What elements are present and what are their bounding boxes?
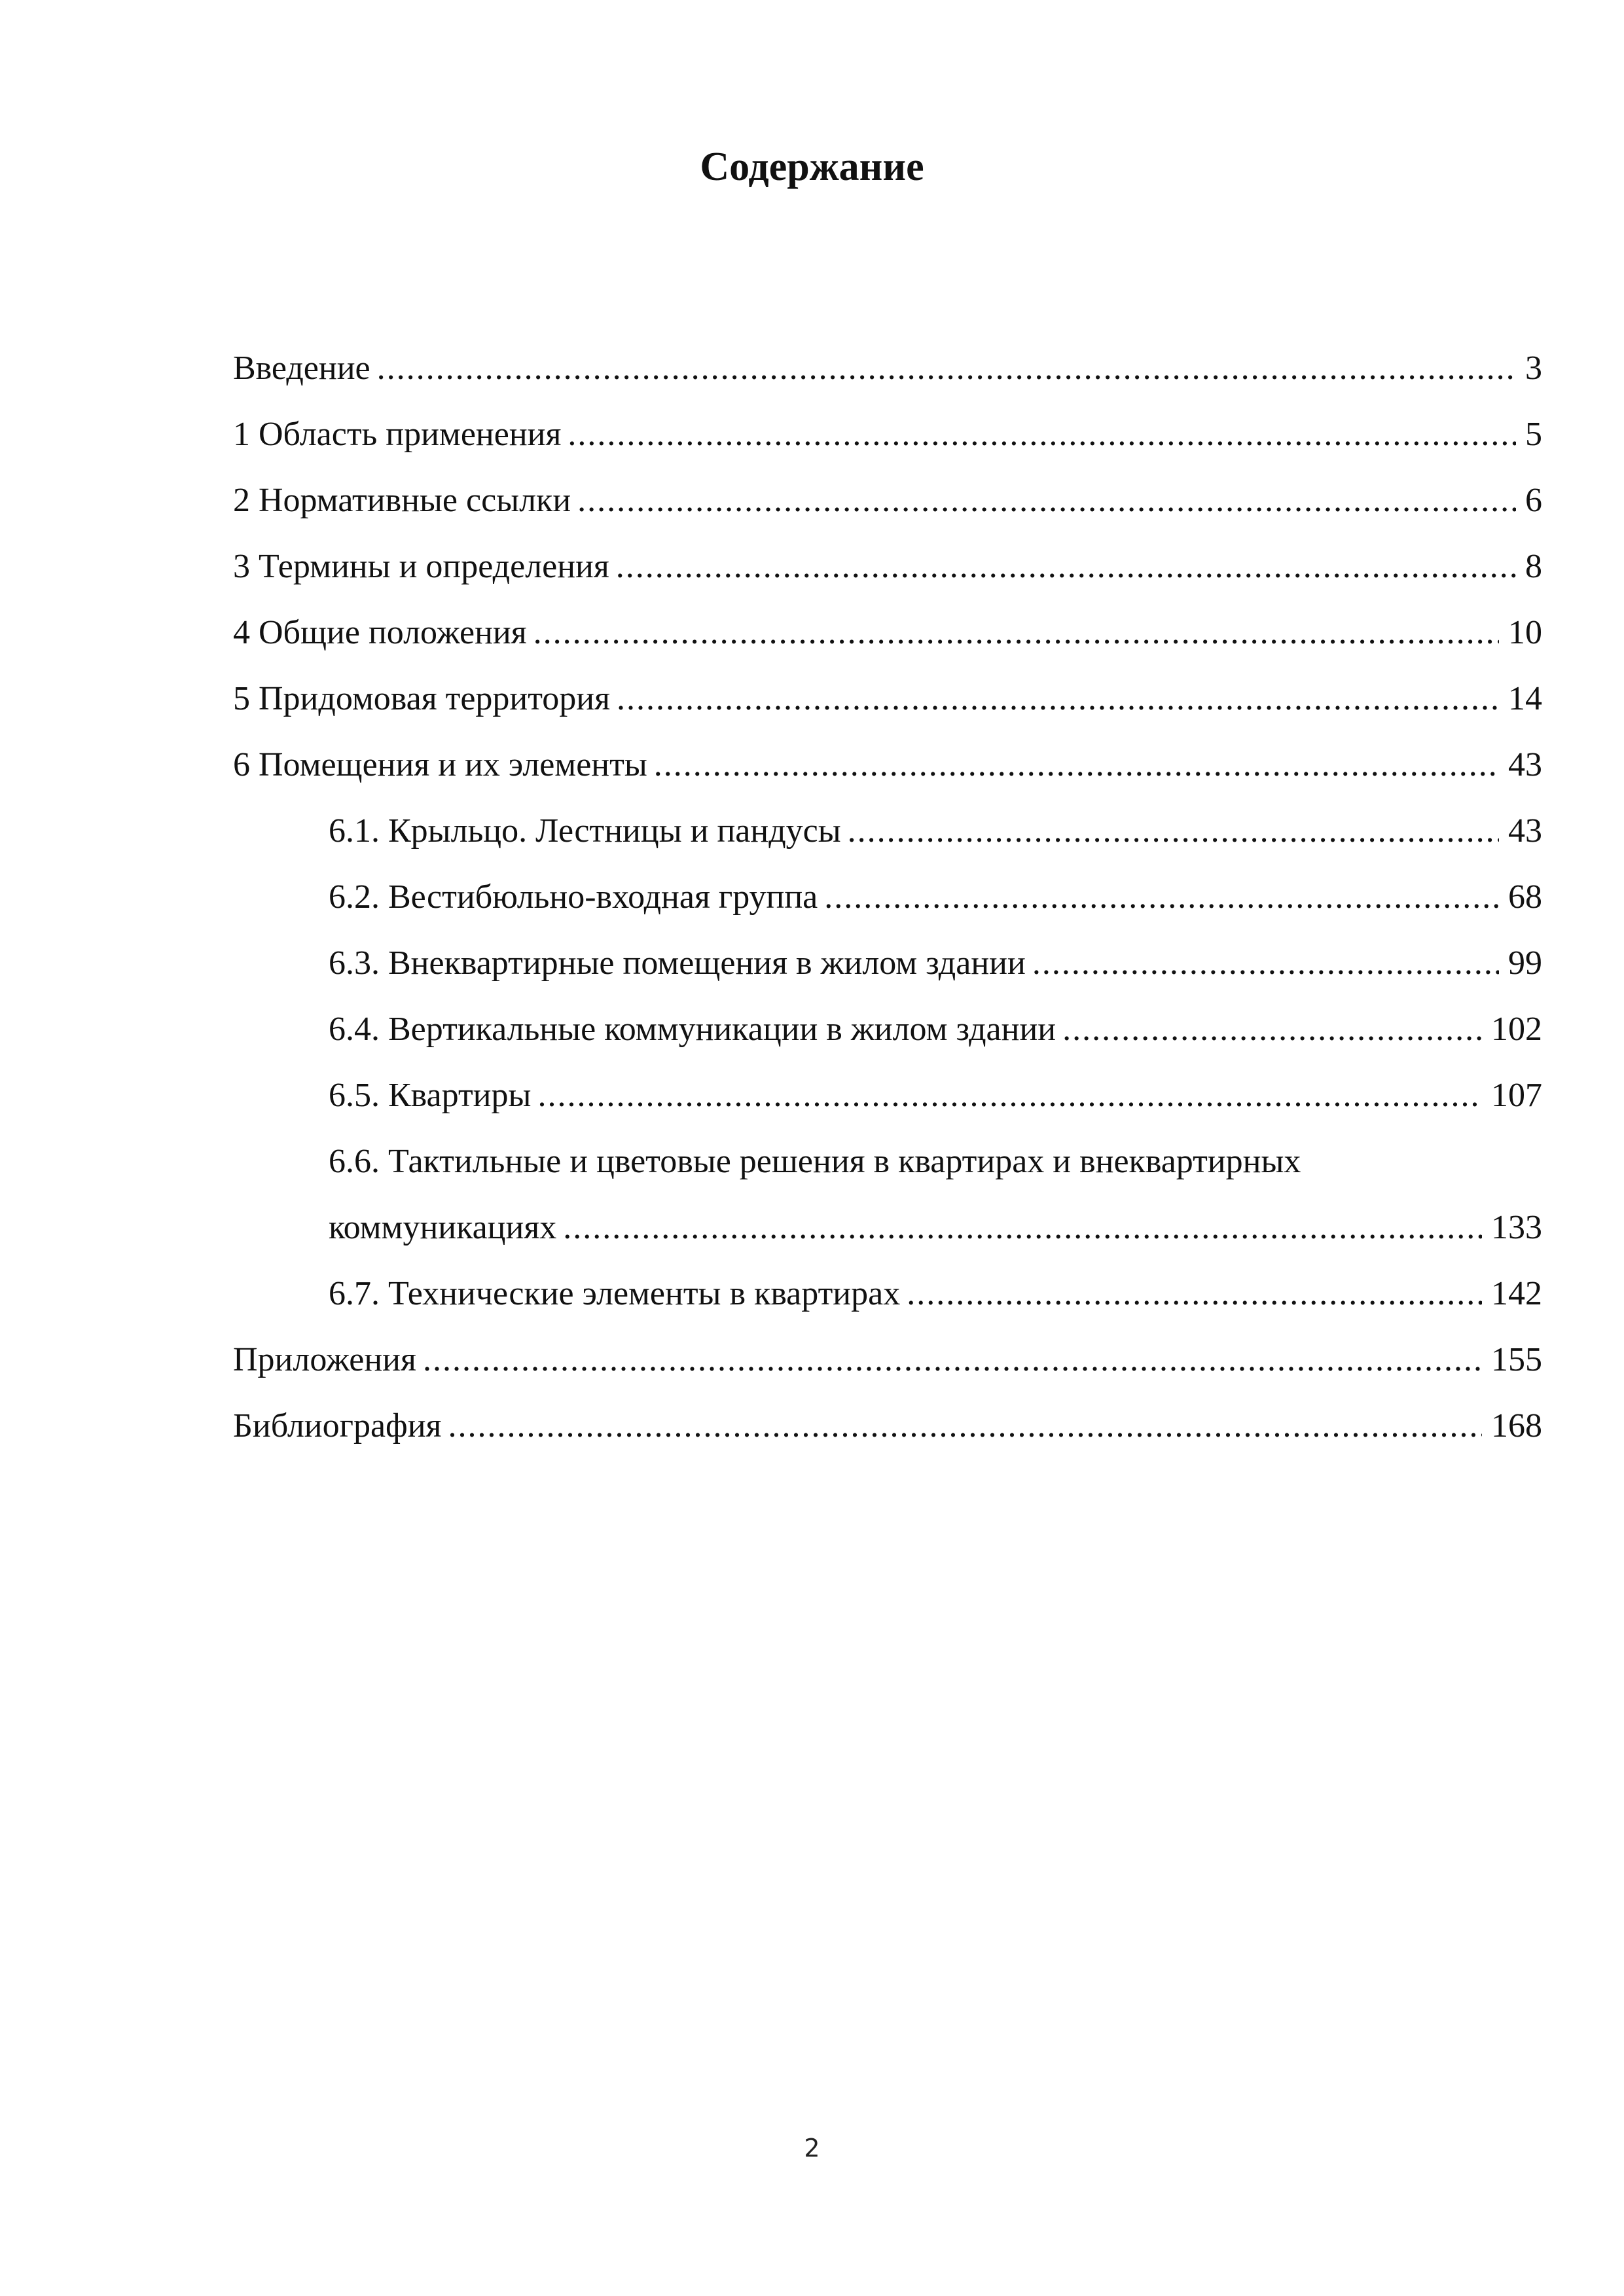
toc-entry-label: 4 Общие положения bbox=[233, 614, 527, 651]
toc-entry-label: 2 Нормативные ссылки bbox=[233, 482, 571, 519]
toc-entry-section-6-2[interactable] bbox=[233, 864, 1542, 930]
toc-entry-page: 43 bbox=[1508, 812, 1542, 850]
toc-entry-label: 6.1. Крыльцо. Лестницы и пандусы bbox=[329, 812, 841, 850]
toc-entry-page: 3 bbox=[1525, 350, 1542, 387]
toc-dot-leader bbox=[617, 666, 1499, 732]
toc-entry-label: 3 Термины и определения bbox=[233, 548, 609, 585]
toc-entry-label: Приложения bbox=[233, 1341, 416, 1378]
toc-entry-page: 142 bbox=[1491, 1275, 1542, 1312]
toc-entry-label-continued: коммуникациях bbox=[329, 1209, 557, 1246]
toc-entry-section-6-7[interactable] bbox=[233, 1261, 1542, 1327]
toc-entry-section-5[interactable] bbox=[233, 666, 1542, 732]
toc-dot-leader bbox=[563, 1194, 1482, 1261]
toc-entry-page: 14 bbox=[1508, 680, 1542, 717]
page-title: Содержание bbox=[700, 145, 924, 189]
toc-dot-leader bbox=[616, 533, 1516, 600]
toc-entry-section-4[interactable] bbox=[233, 600, 1542, 666]
toc-entry-page: 168 bbox=[1491, 1407, 1542, 1444]
toc-entry-section-6-5[interactable] bbox=[233, 1062, 1542, 1128]
toc-entry-section-6-3[interactable] bbox=[233, 930, 1542, 996]
toc-dot-leader bbox=[1062, 996, 1482, 1062]
toc-dot-leader bbox=[848, 798, 1499, 864]
toc-entry-page: 102 bbox=[1491, 1011, 1542, 1048]
toc-dot-leader bbox=[654, 732, 1499, 798]
toc-entry-section-3[interactable] bbox=[233, 533, 1542, 600]
toc-entry-label: Введение bbox=[233, 350, 370, 387]
toc-dot-leader bbox=[824, 864, 1499, 930]
toc-entry-label: 6 Помещения и их элементы bbox=[233, 746, 647, 783]
toc-entry-page: 6 bbox=[1525, 482, 1542, 519]
toc-entry-section-6-4[interactable] bbox=[233, 996, 1542, 1062]
toc-entry-label: Библиография bbox=[233, 1407, 442, 1444]
toc-dot-leader bbox=[423, 1327, 1482, 1393]
toc-dot-leader bbox=[537, 1062, 1482, 1128]
toc-entry-section-6-1[interactable] bbox=[233, 798, 1542, 864]
toc-entry-page: 133 bbox=[1491, 1209, 1542, 1246]
toc-dot-leader bbox=[577, 467, 1516, 533]
toc-dot-leader bbox=[907, 1261, 1482, 1327]
toc-entry-label: 6.2. Вестибюльно-входная группа bbox=[329, 878, 818, 916]
table-of-contents bbox=[233, 335, 1542, 1459]
page-number: 2 bbox=[804, 2134, 820, 2162]
toc-entry-page: 10 bbox=[1508, 614, 1542, 651]
toc-dot-leader bbox=[568, 401, 1516, 467]
toc-entry-page: 5 bbox=[1525, 416, 1542, 453]
toc-entry-section-6-6-line-2[interactable] bbox=[233, 1194, 1542, 1261]
toc-entry-page: 155 bbox=[1491, 1341, 1542, 1378]
toc-entry-introduction[interactable] bbox=[233, 335, 1542, 401]
toc-dot-leader bbox=[377, 335, 1516, 401]
toc-entry-label: 5 Придомовая территория bbox=[233, 680, 611, 717]
toc-dot-leader bbox=[533, 600, 1499, 666]
toc-entry-label: 6.7. Технические элементы в квартирах bbox=[329, 1275, 901, 1312]
toc-entry-label: 6.5. Квартиры bbox=[329, 1077, 532, 1114]
toc-entry-appendices[interactable] bbox=[233, 1327, 1542, 1393]
toc-entry-section-6[interactable] bbox=[233, 732, 1542, 798]
toc-entry-page: 43 bbox=[1508, 746, 1542, 783]
toc-entry-section-2[interactable] bbox=[233, 467, 1542, 533]
toc-entry-section-6-6-line-1[interactable] bbox=[233, 1128, 1542, 1194]
toc-entry-label: 6.6. Тактильные и цветовые решения в квартирах и внеквартирных bbox=[329, 1143, 1301, 1180]
toc-entry-label: 1 Область применения bbox=[233, 416, 562, 453]
toc-entry-section-1[interactable] bbox=[233, 401, 1542, 467]
toc-entry-label: 6.4. Вертикальные коммуникации в жилом здании bbox=[329, 1011, 1056, 1048]
toc-entry-bibliography[interactable] bbox=[233, 1393, 1542, 1459]
toc-dot-leader bbox=[448, 1393, 1482, 1459]
toc-entry-page: 99 bbox=[1508, 944, 1542, 982]
toc-entry-label: 6.3. Внеквартирные помещения в жилом здании bbox=[329, 944, 1026, 982]
toc-entry-page: 107 bbox=[1491, 1077, 1542, 1114]
toc-dot-leader bbox=[1032, 930, 1499, 996]
toc-entry-page: 68 bbox=[1508, 878, 1542, 916]
toc-entry-page: 8 bbox=[1525, 548, 1542, 585]
